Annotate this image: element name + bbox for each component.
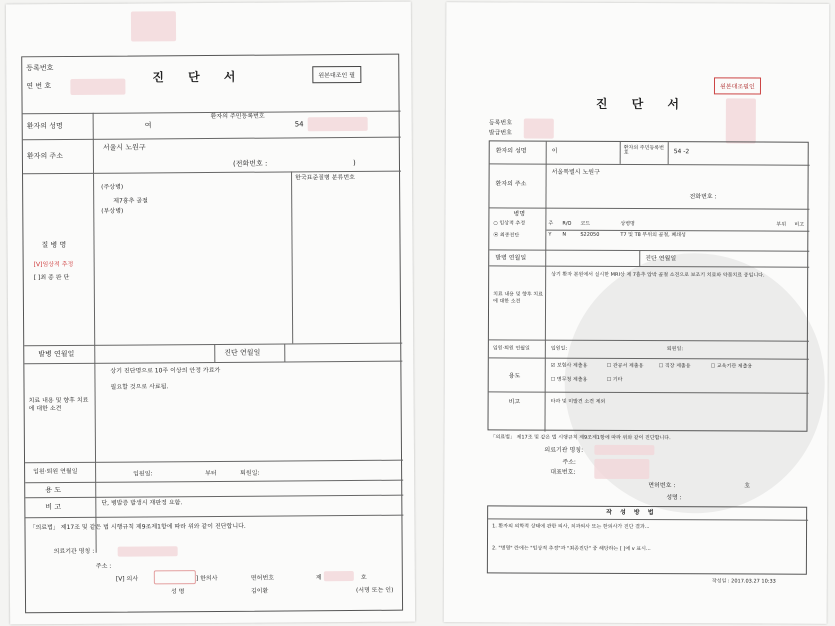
purpose-insurance[interactable]: ☑ 보험사 제출용: [550, 362, 588, 369]
patient-name-value: 이: [551, 147, 558, 155]
final-judgement-label: [ ]최 종 판 단: [33, 273, 70, 282]
redaction-mark: [70, 79, 125, 95]
code-header-cell-3: 상병명: [620, 220, 635, 227]
final-option: ⦿ 최종진단: [493, 232, 520, 239]
code-header-cell-0: 주: [548, 220, 554, 227]
document-title: 진 단 서: [595, 96, 690, 112]
hospital-addr-label: 주소 :: [95, 562, 112, 570]
sub-injury-label: (부상병): [101, 207, 124, 215]
resident-no-label: 환자의 주민등록번호: [623, 144, 664, 156]
address-value: 서울시 노원구: [102, 143, 146, 152]
phone-label: 전화번호 :: [689, 193, 717, 201]
purpose-government[interactable]: ☐ 관공서 제출용: [606, 362, 644, 370]
hospital-name-label: 의료기관 명칭:: [544, 446, 584, 454]
redaction-mark: [594, 459, 649, 479]
hospital-rep-label: 대표번호:: [550, 468, 576, 476]
howto-item-1: 1. 환자의 의학적 상태에 관한 의사, 치과의사 또는 한의사가 진단 결과...: [492, 523, 650, 531]
law-statement: 「의료법」 제17조 및 같은 법 시행규칙 제9조제1항에 따라 위와 같이 진단합니다.: [29, 522, 246, 532]
doctor-label: [V] 의사: [115, 575, 139, 583]
opinion-label: 치료 내용 및 향후 치료에 대한 소견: [28, 396, 89, 413]
document-title: 진 단 서: [152, 69, 246, 85]
purpose-workplace[interactable]: ☐ 직장 제출용: [658, 363, 691, 370]
redaction-mark: [324, 571, 354, 581]
hospital-name-label: 의료기관 명칭 :: [53, 547, 95, 556]
redaction-mark: [726, 98, 756, 143]
code-data-cell-1: N: [562, 231, 567, 238]
diag-date-label: 진단 연월일: [224, 348, 261, 357]
patient-name-label: 환자의 성명: [26, 122, 63, 131]
license-label: 면허번호 :: [648, 482, 676, 490]
clinical-option: ○ 임상적 추정: [493, 220, 526, 227]
redaction-mark: [594, 445, 654, 455]
original-stamp: 원본대조필인: [714, 77, 761, 94]
name-label: 성 명: [170, 588, 185, 596]
issued-date: 작성일 : 2017.03.27 10:33: [711, 578, 776, 585]
resident-no-value: 54: [294, 120, 304, 129]
address-label: 환자의 주소: [26, 152, 63, 161]
dentist-label: ] 한의사: [195, 574, 218, 583]
sign-label: (서명 또는 인): [355, 586, 394, 594]
disease-label: 질 병 명: [41, 241, 67, 250]
reg-no-label: 등록번호: [26, 64, 54, 73]
address-label: 환자의 주소: [495, 180, 527, 188]
clinical-estimate-label: [V]임상적 추정: [33, 260, 74, 269]
left-diagnosis-document: [6, 2, 415, 625]
patient-name-value: 여: [144, 121, 152, 130]
right-diagnosis-document: [444, 2, 830, 624]
remarks-value: 타과 및 미발견 소견 제외: [550, 398, 606, 405]
admission-label: 입원·퇴원 연월일: [33, 467, 78, 476]
phone-label: (전화번호 :: [232, 159, 268, 168]
purpose-other[interactable]: ☐ 기타: [606, 376, 623, 383]
code-data-cell-2: S22050: [580, 231, 600, 238]
issue-no-label: 발급번호: [488, 129, 512, 137]
code-header-cell-5: 비고: [794, 221, 805, 228]
purpose-label: 용 도: [45, 486, 62, 495]
opinion-line-1: 상기 진단명으로 10주 이상의 안정 가료가: [110, 366, 221, 375]
original-stamp: 원본대조인 필: [312, 66, 361, 83]
purpose-military[interactable]: ☐ 병무청 제출용: [550, 376, 588, 383]
diag-date-label: 진단 연월일: [645, 255, 677, 263]
disease-label: 병명: [513, 210, 526, 218]
code-data-row: [546, 231, 809, 242]
admission-mid: 부터: [205, 469, 217, 478]
opinion-line-2: 필요할 것으로 사료됨.: [110, 383, 169, 391]
code-data-cell-0: Y: [548, 231, 552, 238]
signature-mark: [154, 570, 196, 584]
left-form-table: [21, 54, 403, 614]
remarks-label: 비고: [508, 398, 521, 406]
serial-no-label: 연 번 호: [26, 82, 52, 91]
purpose-education[interactable]: ☐ 교육기관 제출용: [710, 363, 753, 370]
law-statement: 「의료법」 제17조 및 같은 법 시행규칙 제9조제1항에 따라 위와 같이 진단합니다.: [490, 434, 671, 442]
redaction-mark: [131, 11, 176, 41]
right-form-table: [487, 140, 808, 431]
license-label: 면허번호: [250, 574, 275, 582]
redaction-mark: [308, 117, 368, 131]
howto-item-2: 2. "병명" 란에는 "임상적 추정"과 "최종진단" 중 해당하는 [ ]에 v 표시...: [491, 545, 651, 553]
kcd-label: 한국표준질병 분류번호: [295, 173, 355, 182]
opinion-label: 치료 내용 및 향후 치료에 대한 소견: [493, 291, 543, 305]
onset-label: 발병 연월일: [495, 254, 527, 262]
address-value: 서울특별시 노원구: [551, 168, 600, 176]
reg-no-label: 등록번호: [488, 119, 513, 127]
code-header-cell-2: 코드: [580, 220, 591, 227]
code-data-cell-3: T7 및 T8 부위의 골절, 폐쇄성: [620, 231, 686, 239]
admission-out: 퇴원일:: [240, 469, 260, 477]
onset-label: 발병 연월일: [38, 349, 75, 359]
remarks-label: 비 고: [45, 503, 62, 512]
opinion-value: 상기 환자 본원에서 실시한 MRI상 제 7흉추 압박 골절 소견으로 보조기 치료와 약물치료 중입니다.: [551, 271, 765, 279]
admission-in: 입원일:: [550, 345, 568, 352]
howto-title: 작 성 방 법: [606, 508, 657, 517]
resident-no-value: 54 -2: [673, 148, 690, 156]
phone-close: ): [352, 158, 356, 168]
name-label: 성명 :: [666, 494, 682, 502]
resident-no-label: 환자의 주민등록번호: [210, 112, 265, 120]
redaction-mark: [118, 546, 178, 556]
main-injury-label: (주상병): [101, 183, 124, 191]
admission-out: 퇴원일:: [666, 346, 684, 353]
main-injury-value: 제7흉추 골절: [113, 197, 148, 205]
code-header-cell-4: 부위: [776, 221, 787, 228]
license-prefix: 제: [315, 574, 322, 582]
redaction-mark: [524, 119, 554, 139]
hospital-addr-label: 주소:: [562, 458, 576, 466]
purpose-label: 용도: [508, 372, 521, 380]
admission-in: 입원일:: [133, 470, 153, 478]
admission-label: 입원·퇴원 연월일: [492, 345, 530, 352]
code-header-cell-1: R/O: [562, 220, 572, 227]
remarks-value: 단, 병발증 발생시 재판정 요함.: [101, 499, 183, 507]
doctor-name: 김이환: [250, 587, 269, 595]
patient-name-label: 환자의 성명: [495, 147, 527, 155]
license-suffix: 호: [360, 573, 367, 581]
license-suffix: 호: [744, 482, 751, 490]
howto-box: [487, 505, 807, 574]
